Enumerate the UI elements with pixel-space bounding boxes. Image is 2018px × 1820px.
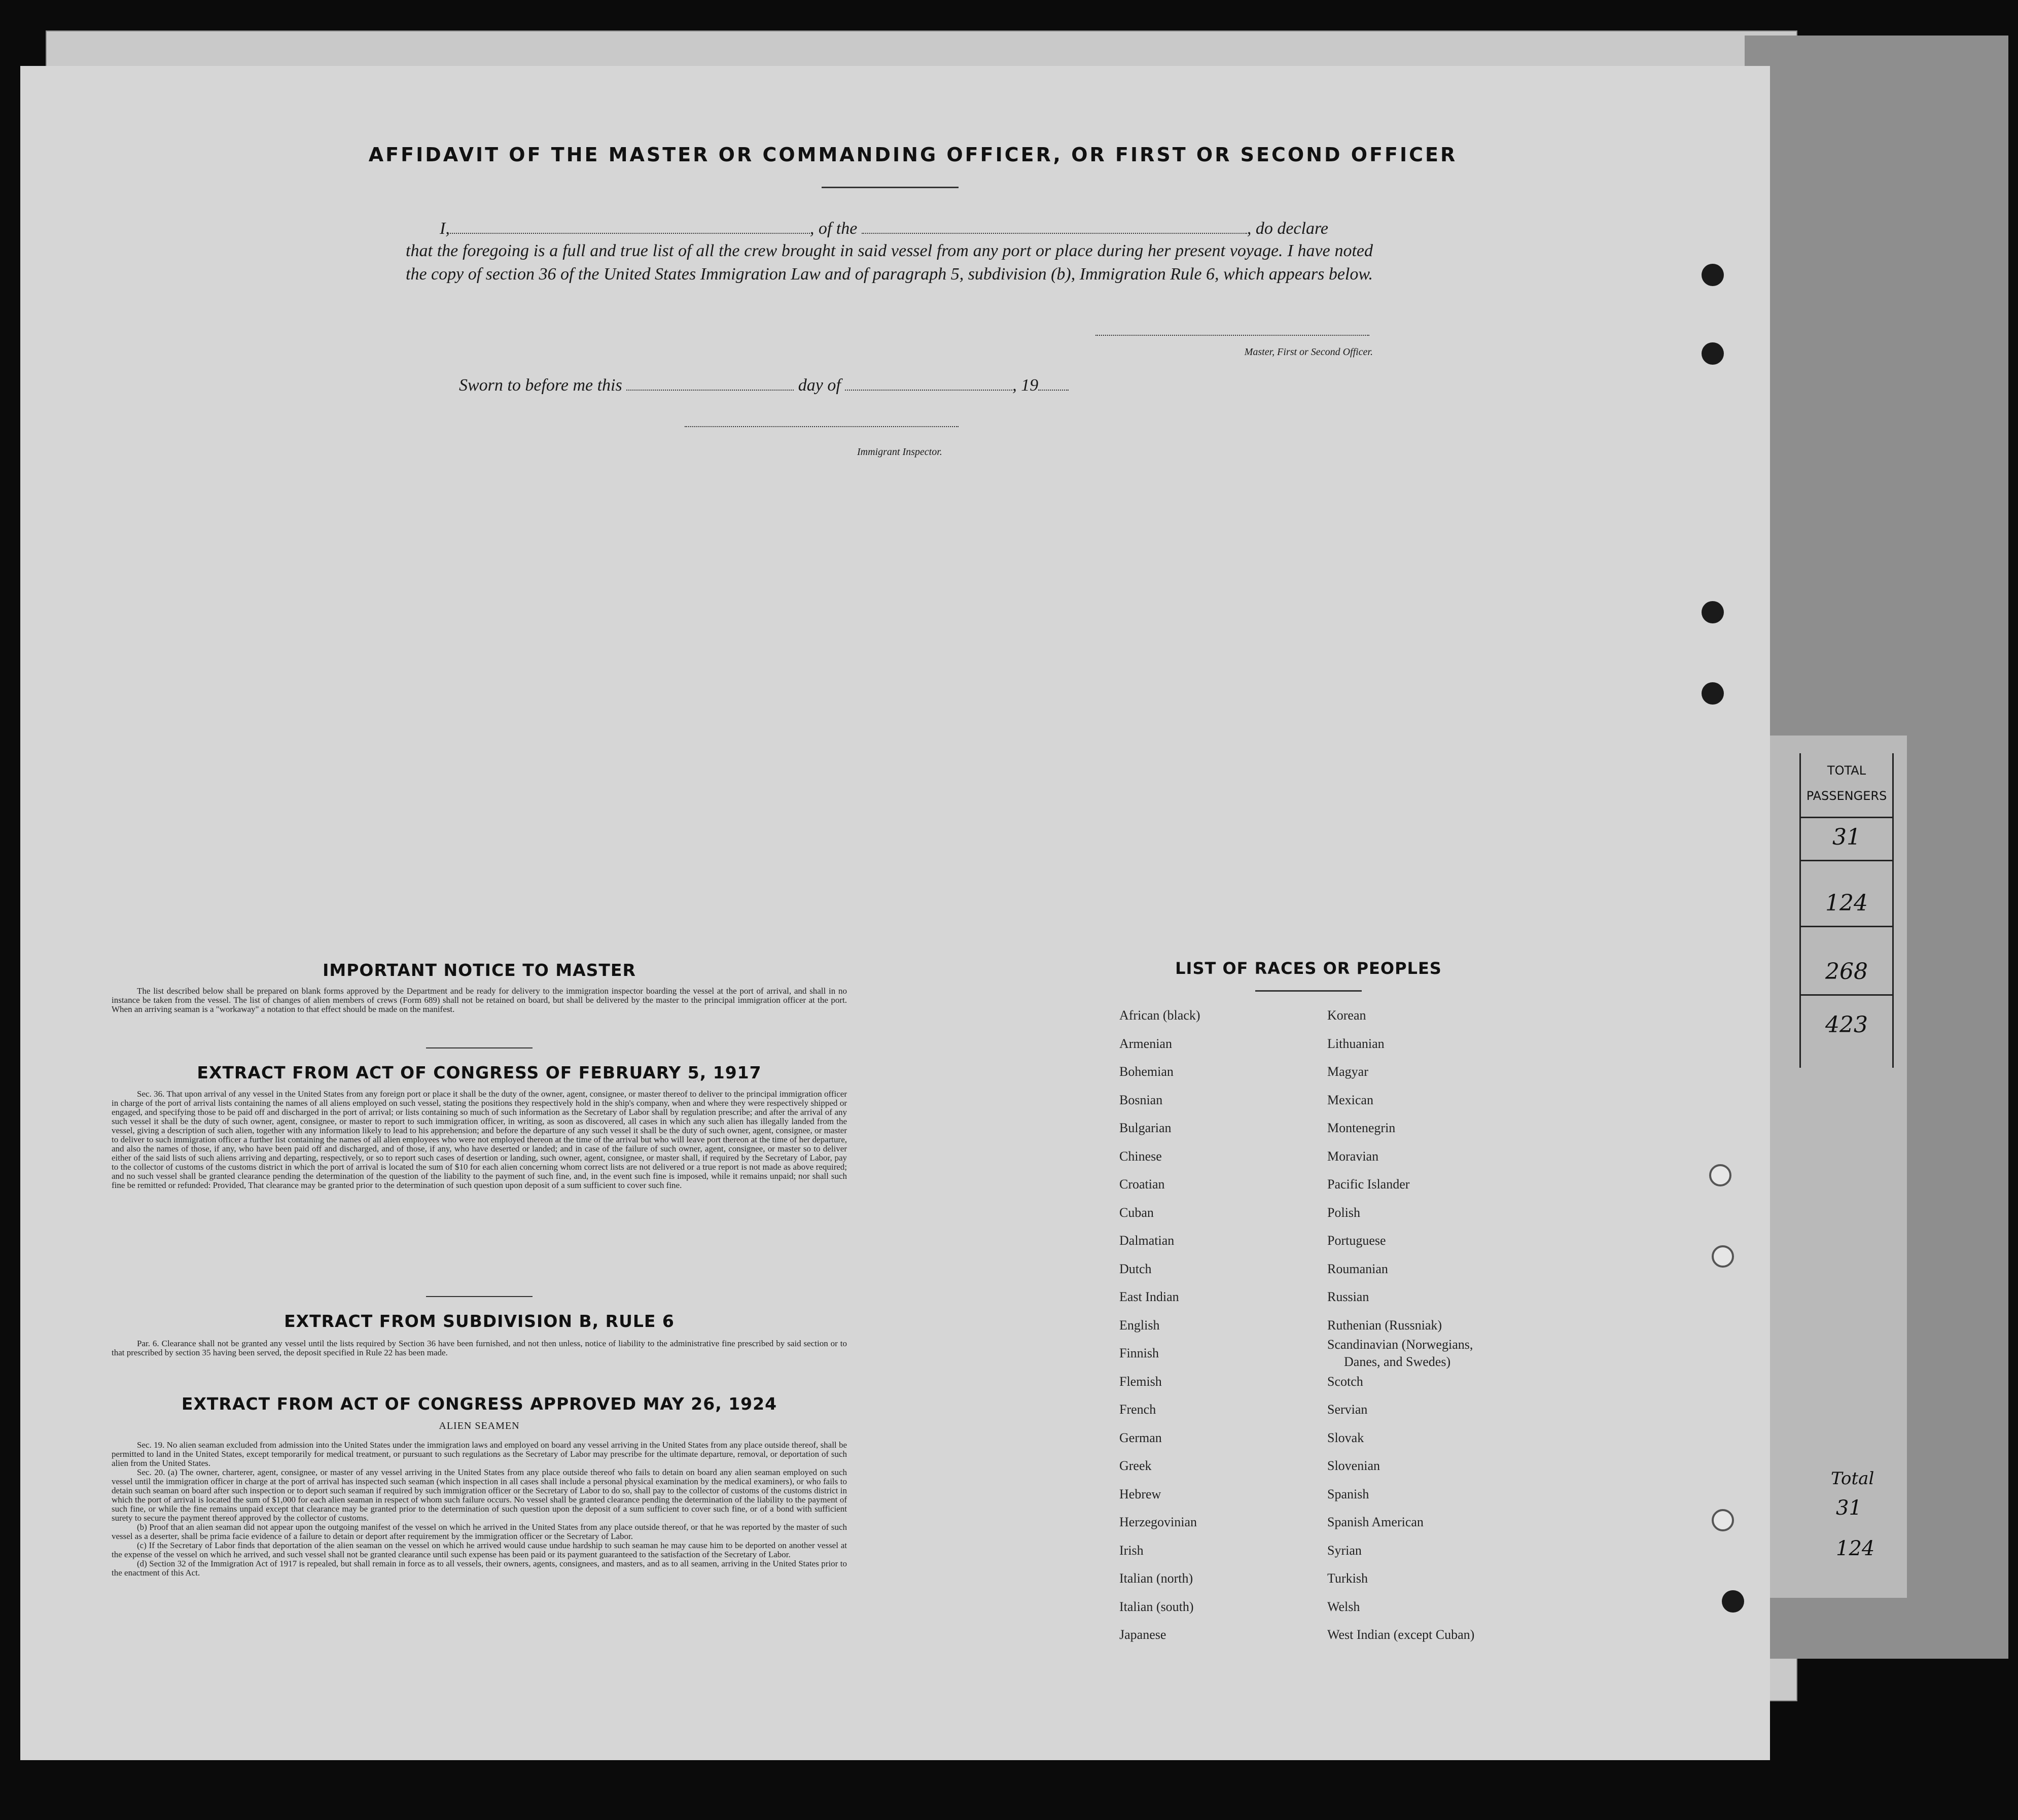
sworn-day-field[interactable]: [626, 390, 794, 391]
race-item: Hebrew: [1119, 1486, 1161, 1501]
declarant-name-field[interactable]: [450, 233, 810, 234]
race-item: Bosnian: [1119, 1092, 1163, 1107]
race-item: African (black): [1119, 1008, 1200, 1023]
signature-caption: Master, First or Second Officer.: [1244, 346, 1373, 358]
race-item: Irish: [1119, 1543, 1144, 1558]
extract-1917-title: EXTRACT FROM ACT OF CONGRESS OF FEBRUARY 5, 1917: [197, 1063, 762, 1082]
race-item: Flemish: [1119, 1374, 1162, 1389]
sec-19-text: Sec. 19. No alien seaman excluded from admission into the United States under the immigration laws and employed on board any vessel arriving in the United States from any place outside thereof, shall be permitted to land in the United States, except temporarily for medical treatment, or pursuant to such regulations as the Secretary of Labor may prescribe for the ultimate departure, removal, or deportation of such alien from the United States.: [112, 1440, 847, 1468]
race-item: Servian: [1327, 1402, 1368, 1417]
tally-value: 31: [1832, 824, 1861, 850]
race-item: Bohemian: [1119, 1064, 1174, 1079]
affidavit-declaration-line: [440, 217, 1373, 240]
race-item: Portuguese: [1327, 1233, 1386, 1248]
race-item: Polish: [1327, 1205, 1361, 1220]
race-item: Japanese: [1119, 1627, 1166, 1642]
punch-hole: [1702, 264, 1724, 286]
extract-1924-body: [112, 1441, 847, 1578]
race-item: Moravian: [1327, 1148, 1379, 1164]
extract-1917-text: Sec. 36. That upon arrival of any vessel in the United States from any foreign port or place it shall be the duty of the owner, agent, consignee, or master thereof to deliver to the principal immigration officer in charge of the port of arrival lists containing the names of all aliens employed on such vessel, stating the positions they respectively hold in the ship's company, when and where they were respectively shipped or engaged, and specifying those to be paid off and discharged in the port of arrival; or lists containing so much of such information as the Secretary of Labor shall by regulation prescribe; and after the arrival of any such vessel it shall be the duty of such owner, agent, consignee, or master to report to such immigration officer, in writing, as soon as discovered, all cases in which any such alien has illegally landed from the vessel, giving a description of such alien, together with any information likely to lead to his apprehension; and before the departure of any such vessel it shall be the duty of such owner, agent, consignee, or master to deliver to such immigration officer a further list containing the names of all alien employees who were not employed thereon at the time of the arrival but who will leave port thereon at the time of her departure, and also the names of those, if any, who have been paid off and discharged, and of those, if any, who have deserted or landed; and in case of the failure of such owner, agent, consignee, or master so to deliver either of the said lists of such aliens arriving and departing, respectively, or so to report such cases of desertion or landing, such owner, agent, consignee, or master shall, if required by the Secretary of Labor, pay to the collector of customs of the customs district in which the port of arrival is located the sum of $10 for each alien concerning whom correct lists are not delivered or a true report is not made as above required; and no such vessel shall be granted clearance pending the determination of the question of the liability to the payment of such fine, and, in the event such fine is imposed, while it remains unpaid; nor shall such fine be remitted or refunded: Provided, That clearance may be granted prior to the determination of such question upon deposit of a sum sufficient to cover such fine.: [112, 1089, 847, 1190]
race-item: Danes, and Swedes): [1344, 1354, 1451, 1369]
race-item: Herzegovinian: [1119, 1515, 1197, 1529]
race-item: Scotch: [1327, 1374, 1363, 1389]
race-item: Roumanian: [1327, 1261, 1388, 1276]
race-item: Chinese: [1119, 1148, 1162, 1164]
race-item: Armenian: [1119, 1036, 1172, 1051]
race-item: Slovak: [1327, 1430, 1364, 1445]
races-title-rule: [1255, 990, 1362, 992]
tally-value: 124: [1825, 890, 1868, 916]
race-item: Ruthenian (Russniak): [1327, 1317, 1442, 1333]
vessel-label: , of the: [809, 219, 858, 238]
sworn-month-field[interactable]: [845, 390, 1012, 391]
race-item: Pacific Islander: [1327, 1177, 1410, 1192]
race-item: Slovenian: [1327, 1458, 1380, 1473]
inspector-caption: Immigrant Inspector.: [857, 446, 942, 458]
punch-hole: [1712, 1245, 1734, 1268]
race-item: Greek: [1119, 1458, 1152, 1473]
race-item: West Indian (except Cuban): [1327, 1627, 1475, 1642]
race-item: Lithuanian: [1327, 1036, 1385, 1051]
rule-6-text: Par. 6. Clearance shall not be granted any vessel until the lists required by Section 36 have been furnished, and not then unless, notice of liability to the administrative fine prescribed by said section or to that prescribed by section 35 having been served, the deposit specified in Rule 22 has been made.: [112, 1339, 847, 1357]
sworn-line: [459, 374, 1169, 397]
race-item: Croatian: [1119, 1177, 1165, 1192]
race-item: Italian (south): [1119, 1599, 1194, 1614]
race-item: Magyar: [1327, 1064, 1368, 1079]
vessel-name-field[interactable]: [862, 233, 1247, 234]
race-item: Montenegrin: [1327, 1121, 1396, 1135]
day-of-label: day of: [798, 376, 841, 395]
race-item: Korean: [1327, 1008, 1366, 1023]
punch-hole: [1712, 1509, 1734, 1531]
year-label: , 19: [1012, 376, 1039, 395]
declare-label: , do declare: [1247, 219, 1329, 238]
race-item: Turkish: [1327, 1571, 1368, 1586]
race-item: German: [1119, 1430, 1162, 1445]
race-item: Italian (north): [1119, 1571, 1193, 1586]
race-item: Finnish: [1119, 1346, 1159, 1360]
race-item: English: [1119, 1317, 1160, 1333]
race-item: Bulgarian: [1119, 1121, 1172, 1135]
race-item: Spanish: [1327, 1486, 1369, 1501]
race-item: Mexican: [1327, 1092, 1373, 1107]
race-item: Dalmatian: [1119, 1233, 1175, 1248]
race-item: Syrian: [1327, 1543, 1362, 1558]
sec-20c-text: (c) If the Secretary of Labor finds that deportation of the alien seaman on the vessel on which he arrived would cause undue hardship to such seaman he may cause him to be deported on another vessel at the expense of the vessel on which he arrived, and such vessel shall not be granted clearance until such expense has been paid or its payment guaranteed to the satisfaction of the Secretary of Labor.: [112, 1541, 847, 1559]
tally-lower-value: 124: [1836, 1537, 1875, 1560]
race-item: Welsh: [1327, 1599, 1360, 1614]
rule-6-title: EXTRACT FROM SUBDIVISION B, RULE 6: [284, 1311, 675, 1331]
sworn-label: Sworn to before me this: [459, 376, 622, 395]
passenger-tally-box: [1799, 753, 1894, 1068]
extract-1924-title: EXTRACT FROM ACT OF CONGRESS APPROVED MAY 26, 1924: [181, 1394, 777, 1414]
race-item: Spanish American: [1327, 1515, 1424, 1529]
race-item: Dutch: [1119, 1261, 1152, 1276]
tally-lower-value: 31: [1836, 1496, 1862, 1520]
section-rule: [426, 1296, 533, 1297]
punch-hole: [1702, 682, 1724, 705]
punch-hole: [1702, 342, 1724, 365]
sec-20b-text: (b) Proof that an alien seaman did not appear upon the outgoing manifest of the vessel on which he arrived in the United States from any place outside thereof, or that he was reported by the master of such vessel as a deserter, shall be prima facie evidence of a failure to detain or deport after requirement by the immigration officer or the Secretary of Labor.: [112, 1522, 847, 1541]
race-item: Russian: [1327, 1289, 1369, 1304]
notice-text: The list described below shall be prepared on blank forms approved by the Department and be ready for delivery to the immigration inspector boarding the vessel at the port of arrival, and shall in no instance be taken from the vessel. The list of changes of alien members of crews (Form 689) shall not be retained on board, but shall be delivered by the master to the principal immigration officer at the port. When an arriving seaman is a "workaway" a notation to that effect should be made on the manifest.: [112, 986, 847, 1014]
tally-value: 268: [1825, 959, 1868, 985]
section-rule: [426, 1047, 533, 1048]
alien-seamen-subtitle: ALIEN SEAMEN: [439, 1420, 520, 1431]
sec-20a-text: Sec. 20. (a) The owner, charterer, agent, consignee, or master of any vessel arriving in the United States from any place outside thereof who fails to detain on board any alien seaman employed on such vessel until the immigration officer in charge at the port of arrival has inspected such seaman (which inspection in all cases shall include a personal physical examination by the medical examiners), or who fails to detain such seaman on board after such inspection or to deport such seaman if required by such immigration officer or the Secretary of Labor to do so, shall pay to the collector of customs of the customs district in which the port of arrival is located the sum of $1,000 for each alien seaman in respect of whom such failure occurs. No vessel shall be granted clearance pending the determination of the liability to the payment of such fine, or while the fine remains unpaid except that clearance may be granted prior to the determination of such question upon the deposit of a sum sufficient to cover such fine, or of a bond with sufficient surety to secure the payment thereof approved by the collector of customs.: [112, 1467, 847, 1523]
races-title: LIST OF RACES OR PEOPLES: [1175, 959, 1442, 978]
punch-hole: [1722, 1590, 1744, 1613]
tally-value: 423: [1825, 1012, 1868, 1038]
punch-hole: [1702, 601, 1724, 623]
race-item: East Indian: [1119, 1289, 1179, 1304]
punch-hole: [1709, 1164, 1731, 1186]
affidavit-title: AFFIDAVIT OF THE MASTER OR COMMANDING OFFICER, OR FIRST OR SECOND OFFICER: [368, 144, 1458, 166]
tally-lower-label: Total: [1831, 1468, 1874, 1489]
officer-signature-field[interactable]: [1095, 335, 1369, 336]
declarant-label: I,: [440, 219, 450, 238]
title-rule: [822, 187, 959, 188]
notice-title: IMPORTANT NOTICE TO MASTER: [323, 960, 636, 980]
race-item: Cuban: [1119, 1205, 1154, 1220]
inspector-signature-field[interactable]: [685, 426, 959, 427]
tally-header-total: TOTAL: [1827, 763, 1866, 778]
sworn-year-field[interactable]: [1038, 390, 1069, 391]
affidavit-body: that the foregoing is a full and true list of all the crew brought in said vessel from any port or place during her present voyage. I have noted the copy of section 36 of the United States Immigration Law and of paragraph 5, subdivision (b), Immigration Rule 6, which appears below.: [406, 241, 1373, 284]
sec-20d-text: (d) Section 32 of the Immigration Act of 1917 is repealed, but shall remain in force as to all vessels, their owners, agents, consignees, and masters, and as to all seamen, arriving in the United States prior to the enactment of this Act.: [112, 1559, 847, 1578]
race-item: French: [1119, 1402, 1156, 1417]
tally-header-passengers: PASSENGERS: [1806, 789, 1887, 803]
race-item: Scandinavian (Norwegians,: [1327, 1337, 1473, 1352]
